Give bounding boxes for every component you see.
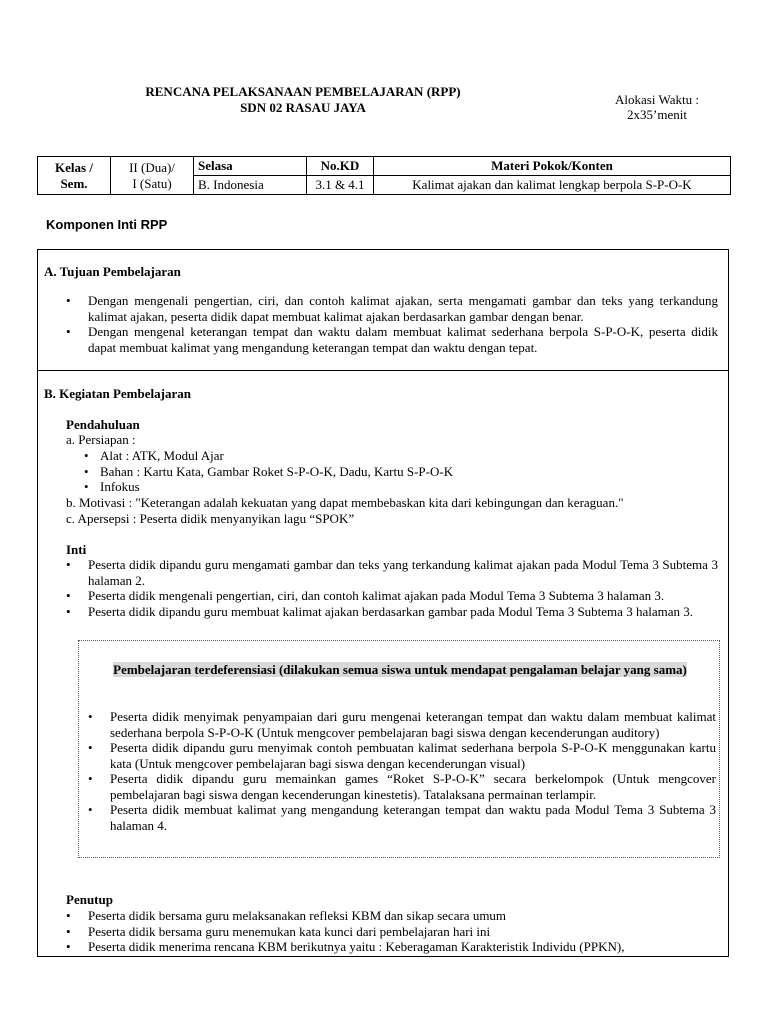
tujuan-title: A. Tujuan Pembelajaran	[44, 264, 181, 279]
list-item: • Peserta didik mengenali pengertian, ciri, dan contoh kalimat ajakan pada Modul Tema 3 Subtema 3 halaman 3.	[64, 588, 718, 604]
kelas-label-2: Sem.	[60, 175, 88, 191]
pendahuluan-title: Pendahuluan	[66, 417, 140, 432]
kelas-value-1: II (Dua)/	[129, 159, 175, 175]
tujuan-list	[64, 293, 718, 355]
diferensiasi-title-text: Pembelajaran terdeferensiasi (dilakukan semua siswa untuk mendapat pengalaman belajar yang sama)	[113, 662, 687, 677]
list-item: • Peserta didik bersama guru menemukan kata kunci dari pembelajaran hari ini	[64, 924, 718, 940]
penutup-list	[64, 908, 718, 955]
list-item: • Infokus	[82, 479, 642, 495]
inti-list	[64, 557, 718, 619]
list-item: • Peserta didik bersama guru melaksanakan refleksi KBM dan sikap secara umum	[64, 908, 718, 924]
apersepsi-text: c. Apersepsi : Peserta didik menyanyikan lagu “SPOK”	[66, 511, 355, 526]
subject-cell: B. Indonesia	[194, 176, 307, 195]
materi-header: Materi Pokok/Konten	[374, 157, 731, 176]
kelas-value-cell	[111, 157, 194, 195]
persiapan-label: a. Persiapan :	[66, 432, 136, 447]
inti-title: Inti	[66, 542, 87, 557]
kelas-value-2: I (Satu)	[132, 175, 172, 191]
tujuan-section	[37, 249, 729, 371]
penutup-title: Penutup	[66, 892, 113, 907]
list-item: • Peserta didik menyimak penyampaian dari guru mengenai keterangan tempat dan waktu dalam membuat kalimat sederhana berpola S-P-O-K (Untuk mengcover pembelajaran bagi siswa dengan kecenderungan auditory)	[86, 709, 716, 740]
persiapan-list	[82, 448, 642, 495]
diferensiasi-title	[86, 662, 714, 678]
kelas-label-cell	[38, 157, 111, 195]
day-header: Selasa	[194, 157, 307, 176]
nokd-header: No.KD	[307, 157, 374, 176]
materi-cell: Kalimat ajakan dan kalimat lengkap berpola S-P-O-K	[374, 176, 731, 195]
list-item: • Dengan mengenal keterangan tempat dan waktu dalam membuat kalimat sederhana berpola S-P-O-K, peserta didik dapat membuat kalimat yang mengandung keterangan tempat dan waktu dengan tepat.	[64, 324, 718, 355]
diferensiasi-list	[86, 709, 716, 833]
list-item: • Peserta didik dipandu guru menyimak contoh pembuatan kalimat sederhana berpola S-P-O-K menggunakan kartu kata (Untuk mengcover pembelajaran bagi siswa dengan kecenderungan visual)	[86, 740, 716, 771]
list-item: • Bahan : Kartu Kata, Gambar Roket S-P-O-K, Dadu, Kartu S-P-O-K	[82, 464, 642, 480]
school-name: SDN 02 RASAU JAYA	[240, 100, 366, 115]
list-item: • Alat : ATK, Modul Ajar	[82, 448, 642, 464]
komponen-title: Komponen Inti RPP	[46, 217, 168, 232]
document-title: RENCANA PELAKSANAAN PEMBELAJARAN (RPP)	[145, 84, 461, 99]
list-item: • Peserta didik menerima rencana KBM berikutnya yaitu : Keberagaman Karakteristik Individu (PPKN),	[64, 939, 718, 955]
list-item: • Dengan mengenali pengertian, ciri, dan contoh kalimat ajakan, serta mengamati gambar dan teks yang terkandung kalimat ajakan, peserta didik dapat membuat kalimat ajakan berdasarkan gambar dengan benar.	[64, 293, 718, 324]
list-item: • Peserta didik dipandu guru membuat kalimat ajakan berdasarkan gambar pada Modul Tema 3 Subtema 3 halaman 3.	[64, 604, 718, 620]
alokasi-value: 2x35’menit	[627, 107, 687, 122]
alokasi-label: Alokasi Waktu :	[615, 92, 699, 107]
list-item: • Peserta didik dipandu guru mengamati gambar dan teks yang terkandung kalimat ajakan pada Modul Tema 3 Subtema 3 halaman 2.	[64, 557, 718, 588]
list-item: • Peserta didik membuat kalimat yang mengandung keterangan tempat dan waktu pada Modul Tema 3 Subtema 3 halaman 4.	[86, 802, 716, 833]
list-item: • Peserta didik dipandu guru memainkan games “Roket S-P-O-K” secara berkelompok (Untuk mengcover pembelajaran bagi siswa dengan kecenderungan kinestetis). Tatalaksana permainan terlampir.	[86, 771, 716, 802]
motivasi-text: b. Motivasi : "Keterangan adalah kekuatan yang dapat membebaskan kita dari kebingungan dan keraguan."	[66, 495, 624, 510]
kd-cell: 3.1 & 4.1	[307, 176, 374, 195]
kelas-label-1: Kelas /	[55, 159, 93, 175]
info-table	[37, 156, 731, 195]
kegiatan-title: B. Kegiatan Pembelajaran	[44, 386, 191, 401]
